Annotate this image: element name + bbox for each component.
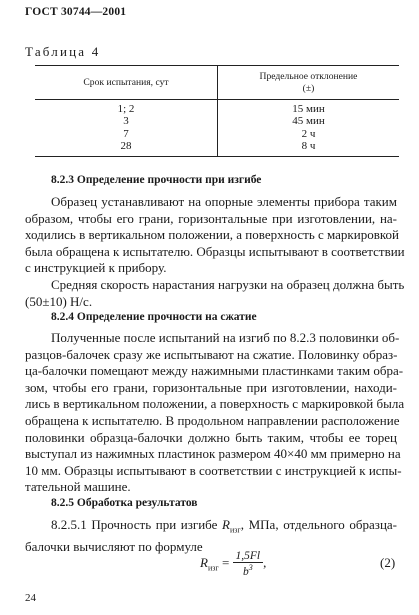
formula-fraction — [233, 550, 267, 578]
formula-lhs-subscript: изг — [207, 563, 219, 573]
cell-deviation: 8 ч — [218, 140, 400, 156]
formula-number: (2) — [380, 555, 396, 570]
formula-tail: , — [263, 554, 267, 570]
cell-deviation: 2 ч — [301, 127, 316, 140]
page-number: 24 — [25, 592, 36, 604]
cell-term: 3 — [35, 115, 218, 127]
cell-term: 7 — [35, 128, 218, 140]
table-row — [35, 115, 399, 127]
cell-deviation: 45 мин — [292, 115, 325, 128]
table-4 — [35, 65, 399, 157]
text-line: была обращена к испытателю. Образцы испытывают в соответствии — [25, 243, 405, 259]
symbol-r-subscript: изг — [229, 525, 241, 535]
formula-denominator — [233, 563, 264, 578]
section-title-8-2-3: 8.2.3 Определение прочности при изгибе — [51, 174, 262, 186]
table-header-row — [35, 66, 399, 100]
paragraph-8-2-4-p1 — [25, 330, 405, 496]
formula-denominator-base: b — [242, 565, 249, 578]
cell-term: 1; 2 — [35, 100, 218, 116]
text-line: обращена к испытателю. В продольном направлении расположение — [25, 412, 400, 428]
text-line: тательной машине. — [25, 479, 131, 495]
text-line: образом, чтобы его грани, горизонтальные при изготовлении, на- — [25, 210, 397, 226]
cell-deviation: 15 мин — [292, 103, 325, 115]
formula-equals: = — [218, 554, 233, 570]
table-caption: Таблица 4 — [25, 44, 101, 59]
text-line: Образец устанавливают на опорные элементы прибора таким — [51, 194, 397, 209]
table-row — [35, 128, 399, 140]
paragraph-8-2-3-p1 — [25, 194, 405, 310]
text-line: выступал из нажимных пластинок размером 40×40 мм примерно на — [25, 446, 401, 462]
text-line: Полученные после испытаний на изгиб по 8.2.3 половинки об- — [51, 330, 400, 345]
text-line: балочки вычисляют по формуле — [25, 539, 203, 555]
table-row — [35, 140, 399, 156]
text-line — [25, 517, 397, 539]
cell-term: 28 — [35, 140, 218, 156]
formula-lhs: R — [200, 554, 208, 570]
document-header: ГОСТ 30744—2001 — [25, 6, 127, 18]
section-title-8-2-4: 8.2.4 Определение прочности на сжатие — [51, 311, 257, 323]
text-run: , МПа, отдельного образца- — [240, 517, 397, 532]
text-line: 10 мм. Образцы испытывают в соответствии с инструкцией к испы- — [25, 462, 402, 478]
col-header-deviation — [218, 66, 400, 100]
symbol-r: R — [222, 517, 230, 532]
text-line: разцов-балочек сразу же испытывают на сжатие. Половинку образ- — [25, 346, 398, 362]
section-title-8-2-5: 8.2.5 Обработка результатов — [51, 497, 198, 509]
col-header-term: Срок испытания, сут — [35, 66, 218, 100]
col-header-deviation-line1: Предельное отклонение — [259, 70, 358, 82]
text-line: зом, чтобы его грани, горизонтальные при изготовлении, находи- — [25, 379, 397, 395]
formula-denominator-exponent: 3 — [248, 563, 253, 572]
text-line: с инструкцией к прибору. — [25, 260, 167, 276]
table-row — [35, 100, 399, 116]
formula-numerator: 1,5Fl — [233, 550, 264, 563]
formula-2 — [200, 550, 266, 578]
text-line: (50±10) Н/с. — [25, 293, 93, 309]
text-line: половинки образца-балочки должно быть таким, чтобы ее торец — [25, 429, 397, 445]
text-line: лись в вертикальном положении, а поверхность с маркировкой была — [25, 396, 405, 412]
text-line: ходились в вертикальном положении, а поверхность с маркировкой — [25, 227, 399, 243]
text-run: 8.2.5.1 Прочность при изгибе — [51, 517, 223, 532]
col-header-deviation-line2: (±) — [302, 82, 315, 94]
text-line: Средняя скорость нарастания нагрузки на образец должна быть — [51, 276, 405, 292]
text-line: ца-балочки помещают между нажимными пластинками таким обра- — [25, 363, 404, 379]
